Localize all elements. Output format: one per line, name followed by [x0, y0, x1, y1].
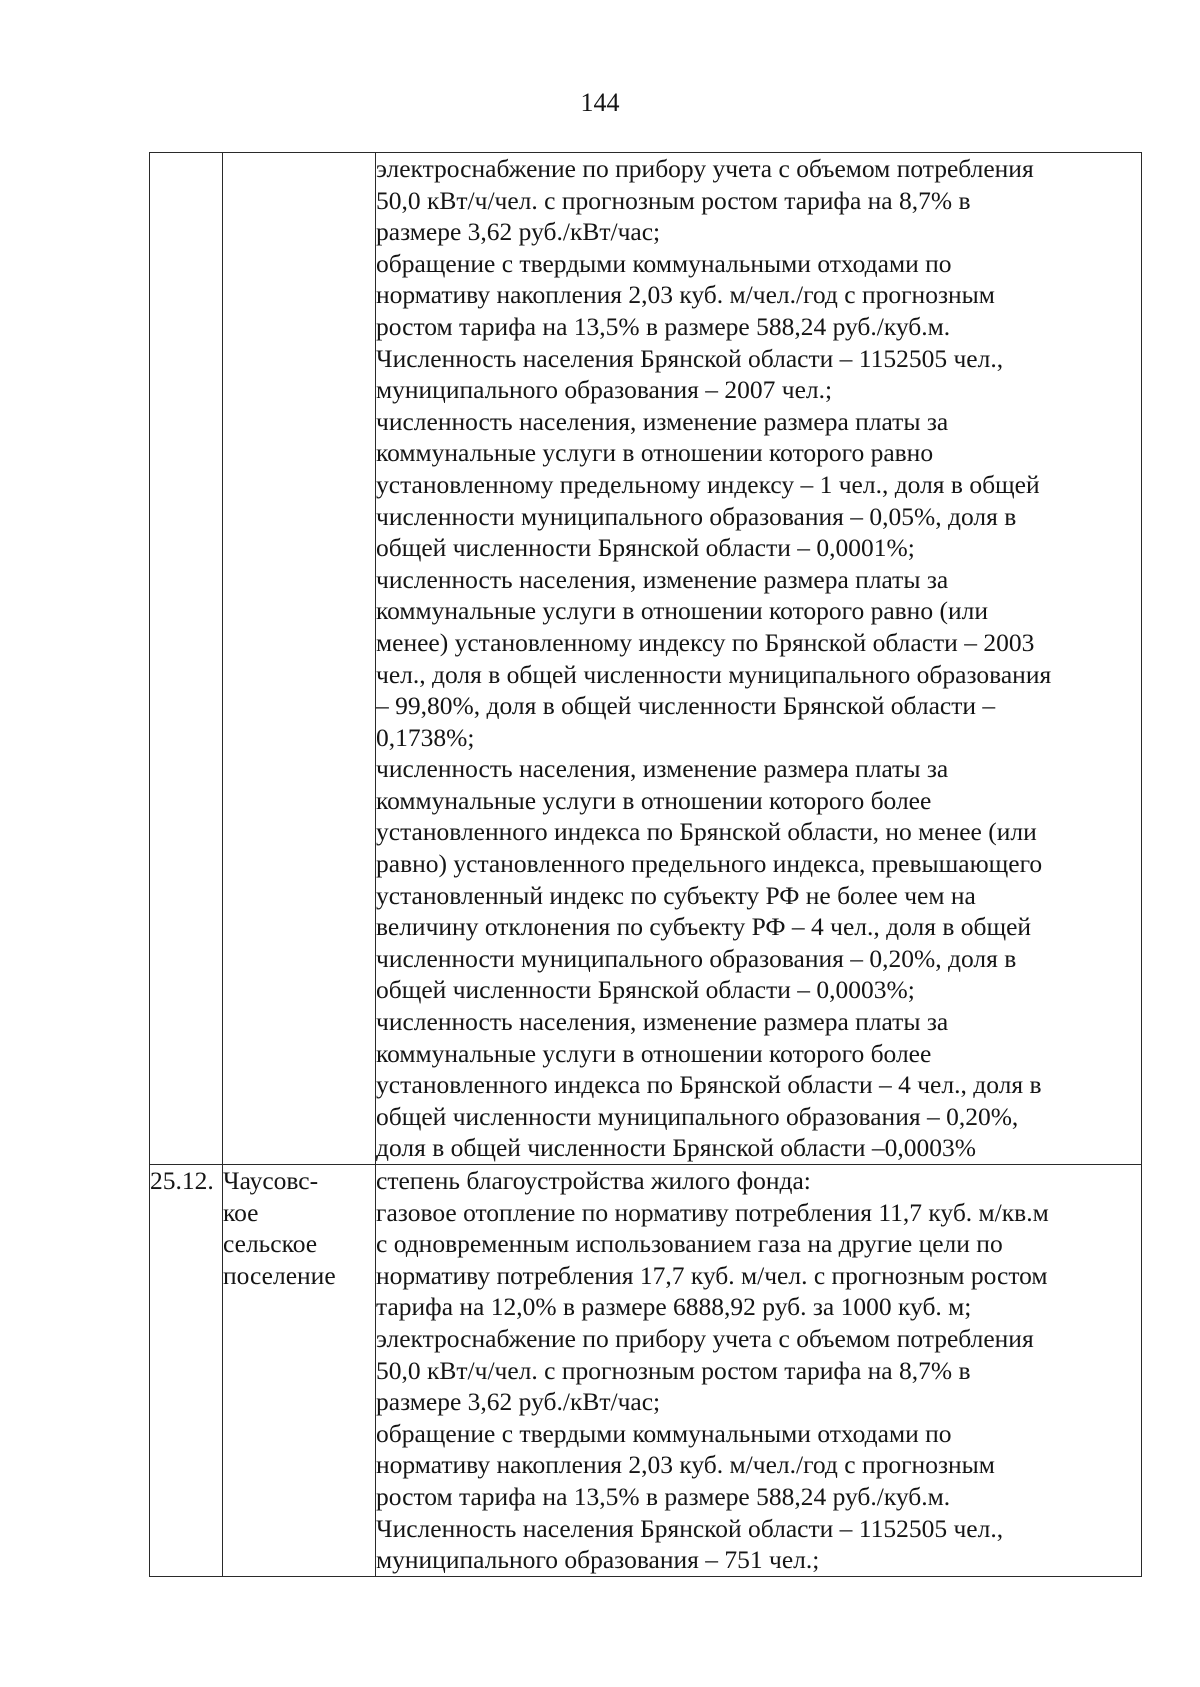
description-line: обращение с твердыми коммунальными отходами по — [376, 1418, 952, 1448]
description-line: нормативу потребления 17,7 куб. м/чел. с прогнозным ростом — [376, 1260, 1048, 1290]
description-line: установленный индекс по субъекту РФ не более чем на — [376, 880, 976, 910]
description-line: 0,1738%; — [376, 722, 475, 752]
description-line: степень благоустройства жилого фонда: — [376, 1166, 811, 1195]
description-line: численности муниципального образования – 0,20%, доля в — [376, 943, 1017, 973]
description-line: обращение с твердыми коммунальными отходами по — [376, 248, 952, 278]
municipality-name-line: кое — [223, 1197, 259, 1227]
description-line: нормативу накопления 2,03 куб. м/чел./год с прогнозным — [376, 280, 995, 310]
municipality-name-cell — [223, 153, 376, 1165]
municipality-name-line: сельское — [223, 1229, 318, 1259]
description-line: установленного индекса по Брянской области – 4 чел., доля в — [376, 1070, 1042, 1100]
description-line: нормативу накопления 2,03 куб. м/чел./год с прогнозным — [376, 1450, 995, 1480]
description-line: менее) установленному индексу по Брянской области – 2003 — [376, 627, 1035, 657]
description-cell — [376, 153, 1142, 1165]
description-line: численность населения, изменение размера платы за — [376, 406, 949, 436]
description-cell — [376, 1165, 1142, 1577]
table-row — [150, 153, 1142, 1165]
page-number: 144 — [580, 88, 620, 117]
description-line: коммунальные услуги в отношении которого более — [376, 785, 932, 815]
description-line: численность населения, изменение размера платы за — [376, 1007, 949, 1037]
description-line: общей численности Брянской области – 0,0001%; — [376, 533, 915, 563]
description-line: 50,0 кВт/ч/чел. с прогнозным ростом тарифа на 8,7% в — [376, 185, 971, 215]
municipality-name-line: Чаусовс- — [223, 1166, 319, 1195]
description-line: муниципального образования – 2007 чел.; — [376, 375, 833, 405]
description-line: Численность населения Брянской области – 1152505 чел., — [376, 343, 1004, 373]
municipality-name-line: поселение — [223, 1260, 336, 1290]
document-table — [149, 152, 1142, 1577]
description-line: равно) установленного предельного индекса, превышающего — [376, 849, 1043, 879]
description-line: ростом тарифа на 13,5% в размере 588,24 руб./куб.м. — [376, 311, 951, 341]
description-line: 50,0 кВт/ч/чел. с прогнозным ростом тарифа на 8,7% в — [376, 1355, 971, 1385]
description-line: размере 3,62 руб./кВт/час; — [376, 1387, 661, 1417]
description-line: численность населения, изменение размера платы за — [376, 754, 949, 784]
description-line: численности муниципального образования – 0,05%, доля в — [376, 501, 1017, 531]
description-line: газовое отопление по нормативу потребления 11,7 куб. м/кв.м — [376, 1197, 1049, 1227]
description-line: общей численности Брянской области – 0,0003%; — [376, 975, 915, 1005]
description-line: установленного индекса по Брянской области, но менее (или — [376, 817, 1037, 847]
description-line: численность населения, изменение размера платы за — [376, 564, 949, 594]
description-line: размере 3,62 руб./кВт/час; — [376, 217, 661, 247]
municipality-name-cell — [223, 1165, 376, 1577]
description-line: ростом тарифа на 13,5% в размере 588,24 руб./куб.м. — [376, 1481, 951, 1511]
description-line: с одновременным использованием газа на другие цели по — [376, 1229, 1003, 1259]
description-line: Численность населения Брянской области – 1152505 чел., — [376, 1513, 1004, 1543]
row-number: 25.12. — [150, 1166, 214, 1195]
description-line: общей численности муниципального образования – 0,20%, — [376, 1101, 1019, 1131]
description-line: электроснабжение по прибору учета с объемом потребления — [376, 154, 1034, 183]
description-line: электроснабжение по прибору учета с объемом потребления — [376, 1323, 1034, 1353]
description-line: – 99,80%, доля в общей численности Брянской области – — [376, 691, 996, 721]
description-line: коммунальные услуги в отношении которого равно (или — [376, 596, 988, 626]
row-number-cell — [150, 1165, 223, 1577]
description-line: чел., доля в общей численности муниципального образования — [376, 659, 1052, 689]
description-line: коммунальные услуги в отношении которого равно — [376, 438, 934, 468]
description-line: установленному предельному индексу – 1 чел., доля в общей — [376, 469, 1040, 499]
description-line: величину отклонения по субъекту РФ – 4 чел., доля в общей — [376, 912, 1032, 942]
table-row — [150, 1165, 1142, 1577]
row-number-cell — [150, 153, 223, 1165]
description-line: тарифа на 12,0% в размере 6888,92 руб. за 1000 куб. м; — [376, 1292, 972, 1322]
description-line: коммунальные услуги в отношении которого более — [376, 1038, 932, 1068]
description-line: доля в общей численности Брянской области –0,0003% — [376, 1133, 977, 1163]
description-line: муниципального образования – 751 чел.; — [376, 1545, 820, 1575]
